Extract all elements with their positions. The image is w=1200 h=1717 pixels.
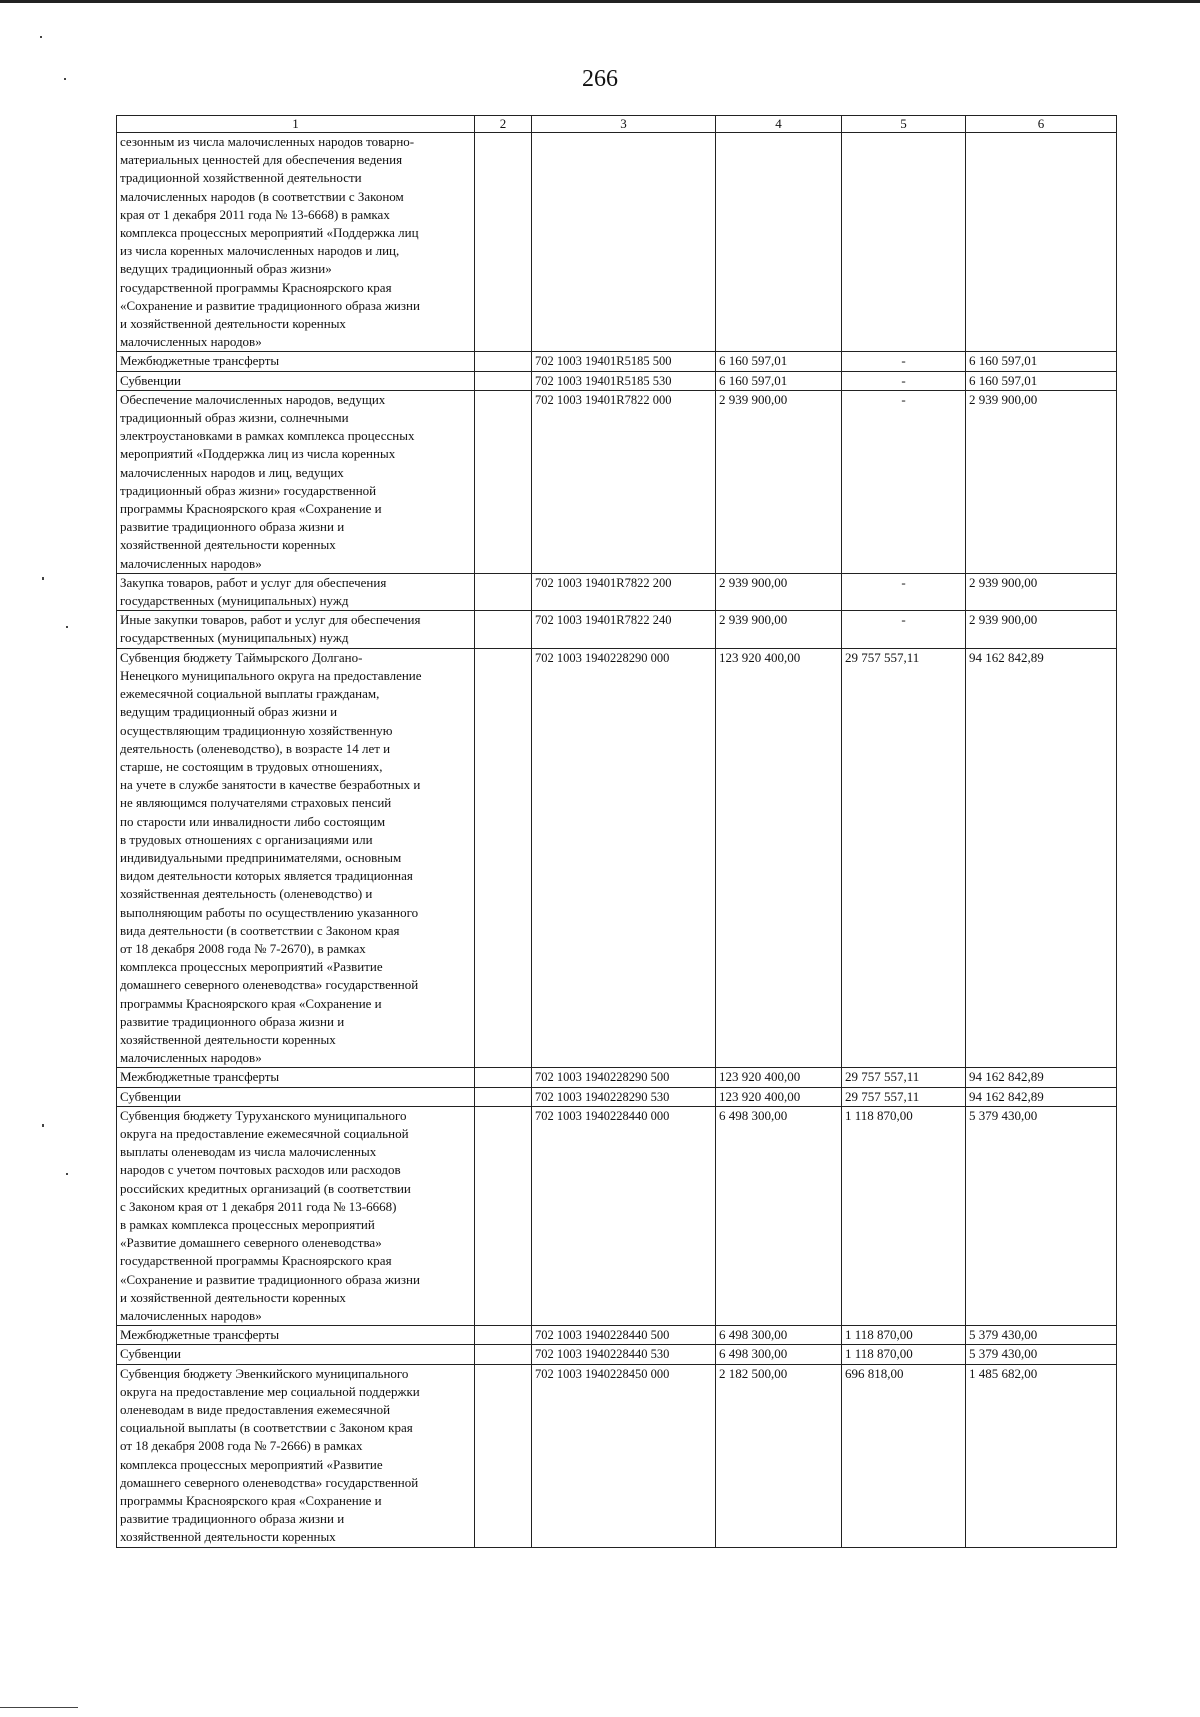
table-row (117, 611, 1117, 648)
row-budget-code: 702 1003 19401R5185 500 (532, 352, 716, 371)
row-column-2 (475, 1087, 532, 1106)
row-amount-column-6: 94 162 842,89 (966, 1087, 1117, 1106)
table-body (117, 133, 1117, 1548)
row-amount-column-5: 1 118 870,00 (842, 1106, 966, 1325)
row-budget-code: 702 1003 19401R5185 530 (532, 371, 716, 390)
table-header-row (117, 116, 1117, 133)
row-amount-column-4: 123 920 400,00 (716, 1087, 842, 1106)
row-budget-code: 702 1003 1940228290 530 (532, 1087, 716, 1106)
row-description: Обеспечение малочисленных народов, ведущих традиционный образ жизни, солнечными электроустановками в рамках комплекса процессных мероприятий «Поддержка лиц из числа коренных малочисленных народов и лиц, ведущих традиционный образ жизни» государственной программы Красноярского края «Сохранение и развитие традиционного образа жизни и хозяйственной деятельности коренных малочисленных народов» (117, 390, 475, 573)
row-description: Субвенции (117, 371, 475, 390)
row-amount-column-6: 6 160 597,01 (966, 352, 1117, 371)
table-row (117, 352, 1117, 371)
row-amount-column-4: 2 182 500,00 (716, 1364, 842, 1547)
row-amount-column-4: 2 939 900,00 (716, 390, 842, 573)
row-budget-code: 702 1003 1940228440 000 (532, 1106, 716, 1325)
table-row (117, 1106, 1117, 1325)
budget-table (116, 115, 1117, 1548)
row-description: Иные закупки товаров, работ и услуг для обеспечения государственных (муниципальных) нужд (117, 611, 475, 648)
row-amount-column-6: 6 160 597,01 (966, 371, 1117, 390)
row-amount-column-4: 6 498 300,00 (716, 1345, 842, 1364)
page-number: 266 (582, 66, 618, 92)
row-amount-column-6: 5 379 430,00 (966, 1345, 1117, 1364)
row-column-2 (475, 1106, 532, 1325)
page-top-border (0, 0, 1200, 3)
table-row (117, 1326, 1117, 1345)
row-amount-column-5: - (842, 390, 966, 573)
row-description: Субвенция бюджету Туруханского муниципального округа на предоставление ежемесячной социальной выплаты оленеводам из числа малочисленных народов с учетом почтовых расходов или расходов российских кредитных организаций (в соответствии с Законом края от 1 декабря 2011 года № 13-6668) в рамках комплекса процессных мероприятий «Развитие домашнего северного оленеводства» государственной программы Красноярского края «Сохранение и развитие традиционного образа жизни и хозяйственной деятельности коренных малочисленных народов» (117, 1106, 475, 1325)
row-column-2 (475, 1364, 532, 1547)
row-description: Межбюджетные трансферты (117, 352, 475, 371)
row-amount-column-5: - (842, 611, 966, 648)
row-budget-code (532, 133, 716, 352)
table-row (117, 390, 1117, 573)
row-amount-column-6: 94 162 842,89 (966, 1068, 1117, 1087)
row-budget-code: 702 1003 19401R7822 240 (532, 611, 716, 648)
margin-mark (40, 36, 42, 38)
row-budget-code: 702 1003 1940228290 500 (532, 1068, 716, 1087)
row-amount-column-4: 6 498 300,00 (716, 1106, 842, 1325)
row-amount-column-6: 94 162 842,89 (966, 648, 1117, 1068)
row-amount-column-4: 6 498 300,00 (716, 1326, 842, 1345)
row-column-2 (475, 133, 532, 352)
row-description: Межбюджетные трансферты (117, 1068, 475, 1087)
row-description: сезонным из числа малочисленных народов товарно- материальных ценностей для обеспечения ведения традиционной хозяйственной деятельности малочисленных народов (в соответствии с Законом края от 1 декабря 2011 года № 13-6668) в рамках комплекса процессных мероприятий «Поддержка лиц из числа коренных малочисленных народов и лиц, ведущих традиционный образ жизни» государственной программы Красноярского края «Сохранение и развитие традиционного образа жизни и хозяйственной деятельности коренных малочисленных народов» (117, 133, 475, 352)
row-amount-column-5: - (842, 352, 966, 371)
row-column-2 (475, 1068, 532, 1087)
row-description: Закупка товаров, работ и услуг для обеспечения государственных (муниципальных) нужд (117, 573, 475, 610)
row-column-2 (475, 648, 532, 1068)
row-amount-column-5: 1 118 870,00 (842, 1326, 966, 1345)
row-amount-column-4 (716, 133, 842, 352)
row-budget-code: 702 1003 19401R7822 200 (532, 573, 716, 610)
column-header-3: 3 (532, 116, 716, 133)
table-row (117, 573, 1117, 610)
column-header-5: 5 (842, 116, 966, 133)
row-amount-column-6: 2 939 900,00 (966, 573, 1117, 610)
margin-mark (64, 78, 66, 80)
row-column-2 (475, 390, 532, 573)
row-description: Субвенции (117, 1345, 475, 1364)
margin-mark (42, 1124, 44, 1127)
row-budget-code: 702 1003 1940228290 000 (532, 648, 716, 1068)
margin-mark (42, 577, 44, 580)
row-amount-column-4: 123 920 400,00 (716, 1068, 842, 1087)
table-row (117, 1364, 1117, 1547)
row-description: Субвенции (117, 1087, 475, 1106)
row-budget-code: 702 1003 1940228440 530 (532, 1345, 716, 1364)
row-amount-column-5: 29 757 557,11 (842, 1087, 966, 1106)
row-amount-column-5 (842, 133, 966, 352)
row-amount-column-5: 696 818,00 (842, 1364, 966, 1547)
row-amount-column-4: 123 920 400,00 (716, 648, 842, 1068)
row-amount-column-4: 2 939 900,00 (716, 611, 842, 648)
column-header-1: 1 (117, 116, 475, 133)
table-row (117, 1068, 1117, 1087)
row-column-2 (475, 371, 532, 390)
row-amount-column-6: 2 939 900,00 (966, 390, 1117, 573)
row-budget-code: 702 1003 1940228440 500 (532, 1326, 716, 1345)
column-header-4: 4 (716, 116, 842, 133)
column-header-6: 6 (966, 116, 1117, 133)
row-column-2 (475, 1326, 532, 1345)
table-row (117, 371, 1117, 390)
row-amount-column-6: 5 379 430,00 (966, 1106, 1117, 1325)
row-amount-column-5: - (842, 573, 966, 610)
row-amount-column-5: 1 118 870,00 (842, 1345, 966, 1364)
row-description: Субвенция бюджету Эвенкийского муниципального округа на предоставление мер социальной поддержки оленеводам в виде предоставления ежемесячной социальной выплаты (в соответствии с Законом края от 18 декабря 2008 года № 7-2666) в рамках комплекса процессных мероприятий «Развитие домашнего северного оленеводства» государственной программы Красноярского края «Сохранение и развитие традиционного образа жизни и хозяйственной деятельности коренных (117, 1364, 475, 1547)
column-header-2: 2 (475, 116, 532, 133)
row-description: Межбюджетные трансферты (117, 1326, 475, 1345)
table-row (117, 133, 1117, 352)
table-row (117, 1345, 1117, 1364)
row-amount-column-5: 29 757 557,11 (842, 648, 966, 1068)
row-amount-column-6: 2 939 900,00 (966, 611, 1117, 648)
row-column-2 (475, 611, 532, 648)
row-amount-column-4: 2 939 900,00 (716, 573, 842, 610)
row-column-2 (475, 352, 532, 371)
margin-mark (66, 626, 68, 628)
margin-mark (66, 1173, 68, 1175)
row-amount-column-6 (966, 133, 1117, 352)
row-amount-column-5: 29 757 557,11 (842, 1068, 966, 1087)
row-column-2 (475, 573, 532, 610)
margin-mark (0, 1707, 78, 1708)
row-budget-code: 702 1003 1940228450 000 (532, 1364, 716, 1547)
row-amount-column-5: - (842, 371, 966, 390)
row-amount-column-6: 1 485 682,00 (966, 1364, 1117, 1547)
table-row (117, 1087, 1117, 1106)
row-description: Субвенция бюджету Таймырского Долгано- Ненецкого муниципального округа на предоставление ежемесячной социальной выплаты гражданам, ведущим традиционный образ жизни и осуществляющим традиционную хозяйственную деятельность (оленеводство), в возрасте 14 лет и старше, не состоящим в трудовых отношениях, на учете в службе занятости в качестве безработных и не являющимся получателями страховых пенсий по старости или инвалидности либо состоящим в трудовых отношениях с организациями или индивидуальными предпринимателями, основным видом деятельности которых является традиционная хозяйственная деятельность (оленеводство) и выполняющим работы по осуществлению указанного вида деятельности (в соответствии с Законом края от 18 декабря 2008 года № 7-2670), в рамках комплекса процессных мероприятий «Развитие домашнего северного оленеводства» государственной программы Красноярского края «Сохранение и развитие традиционного образа жизни и хозяйственной деятельности коренных малочисленных народов» (117, 648, 475, 1068)
row-amount-column-4: 6 160 597,01 (716, 371, 842, 390)
table-row (117, 648, 1117, 1068)
row-amount-column-6: 5 379 430,00 (966, 1326, 1117, 1345)
row-amount-column-4: 6 160 597,01 (716, 352, 842, 371)
row-column-2 (475, 1345, 532, 1364)
row-budget-code: 702 1003 19401R7822 000 (532, 390, 716, 573)
